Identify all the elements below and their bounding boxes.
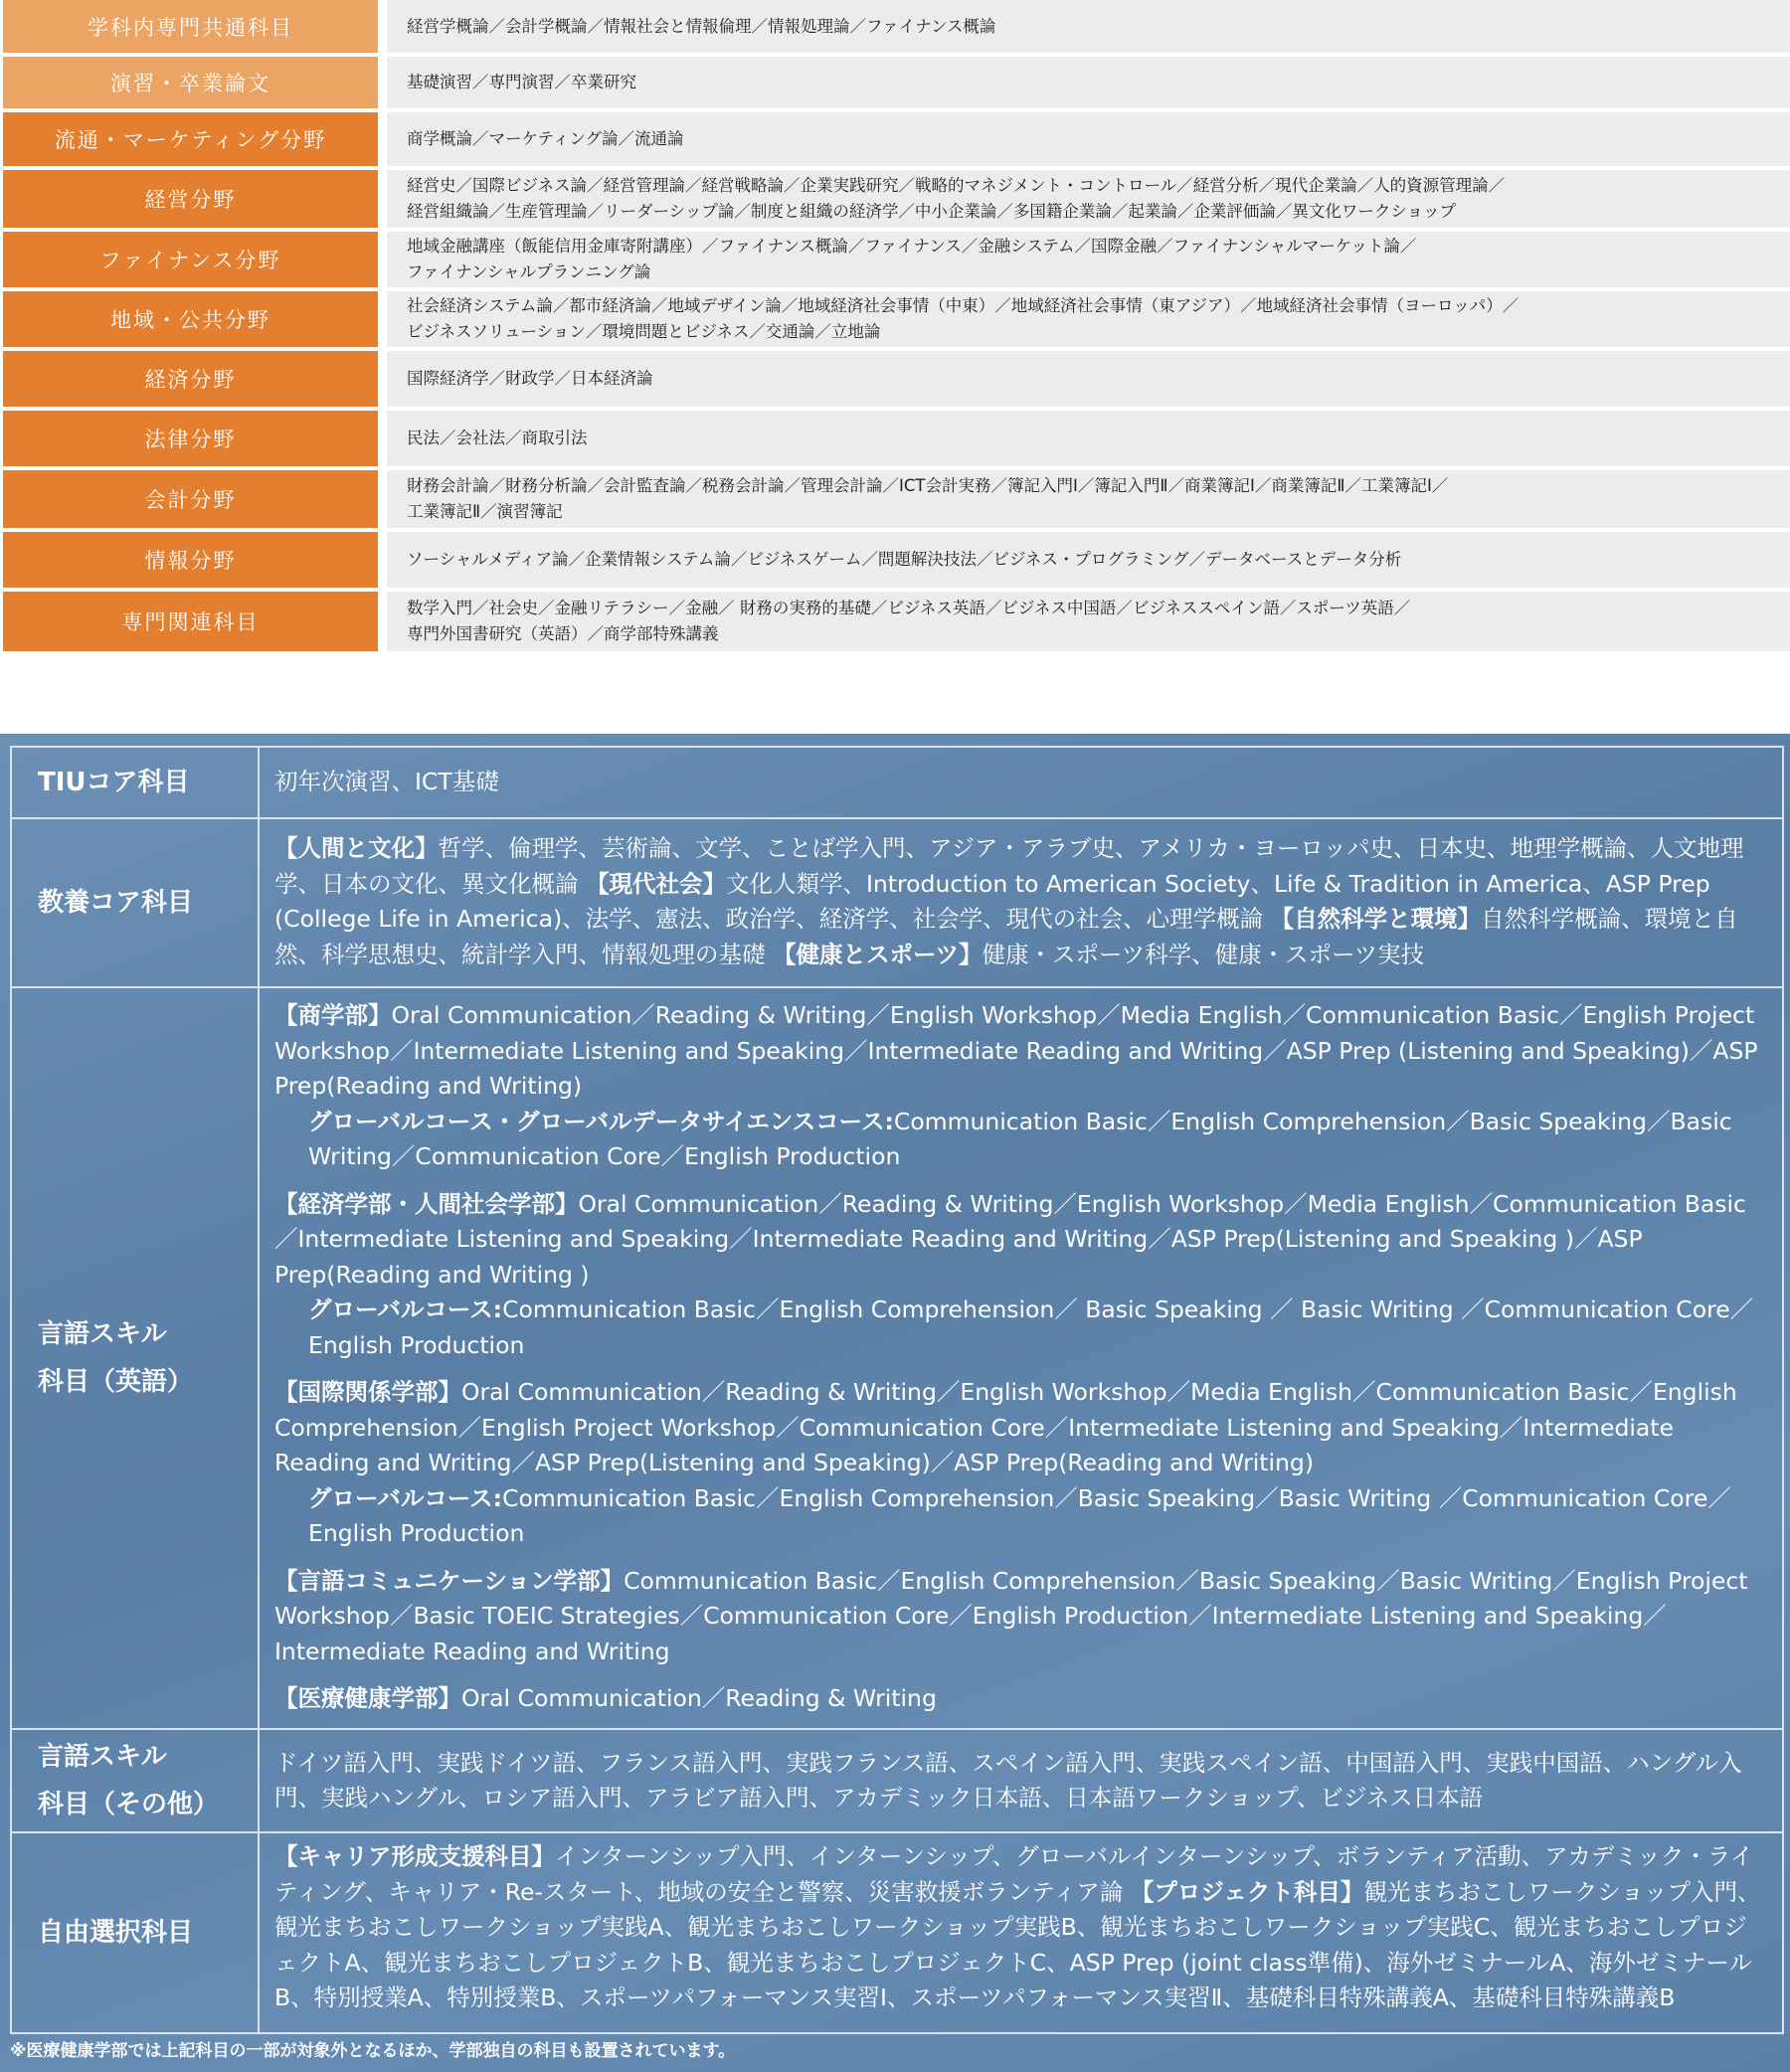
row-content: 地域金融講座（飯能信用金庫寄附講座）／ファイナンス概論／ファイナンス／金融システム／国際金融／ファイナンシャルマーケット論／ ファイナンシャルプランニング論 (387, 232, 1790, 287)
faculty-text: Oral Communication／Reading & Writing／English Workshop／Media English／Communication Basic／Intermediate Listening and Speaking／Intermediate Reading and Writing／ASP Prep(Listening and Speaking )／ASP Prep(Reading and Writing ) (274, 1189, 1746, 1289)
table-row (0, 351, 1790, 407)
course-text: Communication Basic／English Comprehension／ Basic Speaking ／ Basic Writing ／Communication Core／ English Production (308, 1295, 1754, 1359)
row-content: 社会経済システム論／都市経済論／地域デザイン論／地域経済社会事情（中東）／地域経済社会事情（東アジア）／地域経済社会事情（ヨーロッパ）／ ビジネスソリューション／環境問題とビジネス／交通論／立地論 (387, 291, 1790, 347)
row-head: 言語スキル 科目（英語） (10, 988, 260, 1728)
row-label: 情報分野 (3, 532, 378, 588)
faculty-text: Communication Basic／English Comprehension／Basic Speaking／Basic Writing／English Project Workshop／Basic TOEIC Strategies／Communication Core／English Production／Intermediate Listening and Speaking／Intermediate Reading and Writing (274, 1566, 1748, 1665)
faculty-block-international (274, 1375, 1768, 1552)
faculty-block-medical (274, 1681, 1768, 1717)
table-row-language-other (10, 1728, 1784, 1831)
category-tag: 【プロジェクト科目】 (1130, 1877, 1364, 1906)
faculty-tag: 【経済学部・人間社会学部】 (274, 1189, 579, 1218)
category-tag: 【人間と文化】 (274, 834, 439, 862)
row-content: 商学概論／マーケティング論／流通論 (387, 112, 1790, 166)
row-label: 経済分野 (3, 351, 378, 407)
row-content: 数学入門／社会史／金融リテラシー／金融／ 財務の実務的基礎／ビジネス英語／ビジネス中国語／ビジネススペイン語／スポーツ英語／ 専門外国書研究（英語）／商学部特殊講義 (387, 592, 1790, 651)
table-row-tiu-core (10, 746, 1784, 817)
row-body (260, 1833, 1784, 2032)
table-row (0, 232, 1790, 287)
row-content: 経営学概論／会計学概論／情報社会と情報倫理／情報処理論／ファイナンス概論 (387, 0, 1790, 53)
category-text: 文化人類学、Introduction to American Society、Life & Tradition in America、ASP Prep (College Life in America)、法学、憲法、政治学、経済学、社会学、現代の社会、心理学概論 (274, 869, 1710, 933)
table-row (0, 411, 1790, 466)
table-row (0, 291, 1790, 347)
table-row-language-english (10, 986, 1784, 1728)
row-label: 演習・卒業論文 (3, 57, 378, 108)
row-label: ファイナンス分野 (3, 232, 378, 287)
row-head: 言語スキル 科目（その他） (10, 1730, 260, 1831)
row-head: 自由選択科目 (10, 1833, 260, 2032)
row-content: ソーシャルメディア論／企業情報システム論／ビジネスゲーム／問題解決技法／ビジネス・プログラミング／データベースとデータ分析 (387, 532, 1790, 588)
category-text: 健康・スポーツ科学、健康・スポーツ実技 (982, 940, 1425, 968)
row-label: 流通・マーケティング分野 (3, 112, 378, 166)
global-course-line (274, 1293, 1768, 1363)
course-text: Communication Basic／English Comprehension／Basic Speaking／Basic Writing ／Communication Core／ English Production (308, 1483, 1731, 1547)
row-body (260, 988, 1784, 1728)
row-content: 財務会計論／財務分析論／会計監査論／税務会計論／管理会計論／ICT会計実務／簿記入門Ⅰ／簿記入門Ⅱ／商業簿記Ⅰ／商業簿記Ⅱ／工業簿記Ⅰ／ 工業簿記Ⅱ／演習簿記 (387, 470, 1790, 528)
row-content: 基礎演習／専門演習／卒業研究 (387, 57, 1790, 108)
faculty-tag: 【国際関係学部】 (274, 1378, 461, 1406)
faculty-block-commerce (274, 998, 1768, 1175)
table-row (0, 532, 1790, 588)
row-content: 経営史／国際ビジネス論／経営管理論／経営戦略論／企業実践研究／戦略的マネジメント・コントロール／経営分析／現代企業論／人的資源管理論／ 経営組織論／生産管理論／リーダーシップ論／制度と組織の経済学／中小企業論／多国籍企業論／起業論／企業評価論／異文化ワークショップ (387, 170, 1790, 228)
course-tag: グローバルコース: (308, 1295, 503, 1323)
category-tag: 【自然科学と環境】 (1270, 905, 1482, 933)
category-text: インターンシップ入門、インターンシップ、グローバルインターンシップ、ボランティア活動、アカデミック・ライティング、キャリア・Re-スタート、地域の安全と警察、災害救援ボランティア論 (274, 1842, 1754, 1906)
table-row-elective (10, 1831, 1784, 2034)
row-body: ドイツ語入門、実践ドイツ語、フランス語入門、実践フランス語、スペイン語入門、実践スペイン語、中国語入門、実践中国語、ハングル入門、実践ハングル、ロシア語入門、アラビア語入門、アカデミック日本語、日本語ワークショップ、ビジネス日本語 (260, 1730, 1784, 1831)
category-tag: 【現代社会】 (585, 869, 726, 898)
common-course-table (10, 746, 1784, 2034)
category-tag: 【健康とスポーツ】 (772, 940, 983, 968)
table-row (0, 112, 1790, 166)
category-text: 観光まちおこしワークショップ入門、観光まちおこしワークショップ実践A、観光まちおこしワークショップ実践B、観光まちおこしワークショップ実践C、観光まちおこしプロジェクトA、観光まちおこしプロジェクトB、観光まちおこしプロジェクトC、ASP Prep (joint class準備)、海外ゼミナールA、海外ゼミナールB、特別授業A、特別授業B、スポーツパフォーマンス実習Ⅰ、スポーツパフォーマンス実習Ⅱ、基礎科目特殊講義A、基礎科目特殊講義B (274, 1877, 1761, 2011)
row-label: 地域・公共分野 (3, 291, 378, 347)
row-label: 専門関連科目 (3, 592, 378, 651)
faculty-text: Oral Communication／Reading & Writing／English Workshop／Media English／Communication Basic／English Comprehension／English Project Workshop／Communication Core／Intermediate Listening and Speaking／Intermediate Reading and Writing／ASP Prep(Listening and Speaking)／ASP Prep(Reading and Writing) (274, 1378, 1737, 1476)
table-row (0, 470, 1790, 528)
global-course-line (274, 1105, 1768, 1175)
row-body (260, 819, 1784, 986)
course-text: Communication Basic／English Comprehension／Basic Speaking／Basic Writing／Communication Core／English Production (308, 1107, 1732, 1170)
category-text: 自然科学概論、環境と自然、科学思想史、統計学入門、情報処理の基礎 (274, 905, 1738, 968)
course-tag: グローバルコース: (308, 1483, 503, 1512)
row-head: 教養コア科目 (10, 819, 260, 986)
faculty-text: Oral Communication／Reading & Writing／English Workshop／Media English／Communication Basic／English Project Workshop／Intermediate Listening and Speaking／Intermediate Reading and Writing／ASP Prep (Listening and Speaking)／ASP Prep(Reading and Writing) (274, 1001, 1758, 1100)
row-body: 初年次演習、ICT基礎 (260, 748, 1784, 817)
faculty-tag: 【言語コミュニケーション学部】 (274, 1566, 625, 1595)
row-content: 国際経済学／財政学／日本経済論 (387, 351, 1790, 407)
footnote: ※医療健康学部では上記科目の一部が対象外となるほか、学部独自の科目も設置されています。 (10, 2041, 736, 2061)
faculty-tag: 【医療健康学部】 (274, 1684, 461, 1712)
table-row (0, 170, 1790, 228)
table-row-liberal-core (10, 817, 1784, 986)
row-label: 学科内専門共通科目 (3, 0, 378, 53)
faculty-tag: 【商学部】 (274, 1001, 392, 1029)
row-head: TIUコア科目 (10, 748, 260, 817)
category-text: 哲学、倫理学、芸術論、文学、ことば学入門、アジア・アラブ史、アメリカ・ヨーロッパ史、日本史、地理学概論、人文地理学、日本の文化、異文化概論 (274, 834, 1744, 898)
row-content: 民法／会社法／商取引法 (387, 411, 1790, 466)
row-label: 法律分野 (3, 411, 378, 466)
table-row (0, 0, 1790, 53)
course-tag: グローバルコース・グローバルデータサイエンスコース: (308, 1107, 894, 1135)
table-row (0, 592, 1790, 651)
row-label: 会計分野 (3, 470, 378, 528)
table-row (0, 57, 1790, 108)
department-course-table (0, 0, 1790, 655)
global-course-line (274, 1481, 1768, 1552)
row-label: 経営分野 (3, 170, 378, 228)
faculty-block-language-communication (274, 1564, 1768, 1670)
category-tag: 【キャリア形成支援科目】 (274, 1842, 555, 1870)
faculty-text: Oral Communication／Reading & Writing (461, 1684, 937, 1712)
common-course-panel (0, 734, 1790, 2072)
faculty-block-economics (274, 1187, 1768, 1364)
